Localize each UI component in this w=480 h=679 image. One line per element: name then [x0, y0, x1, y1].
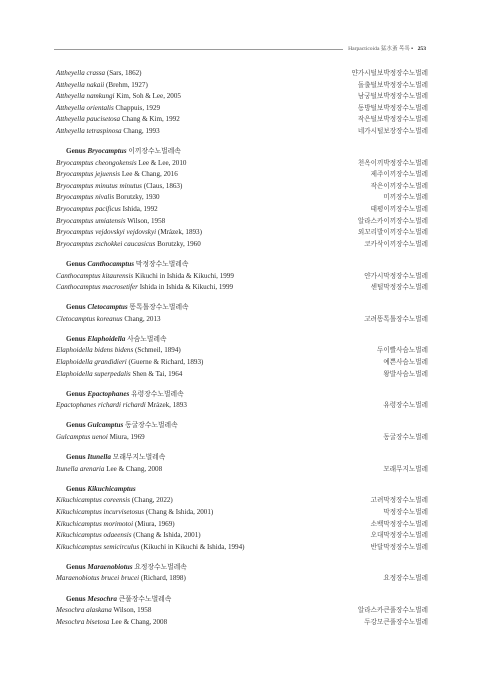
species-entry: [56, 530, 201, 542]
species-name: Attheyella tetraspinosa: [56, 126, 122, 135]
korean-name: 반달막정장수노벌레: [370, 543, 428, 551]
korean-name: 고려막정장수노벌레: [370, 497, 428, 505]
species-name: Bryocamptus pacificus: [56, 205, 121, 214]
genus-name: Canthocamptus: [87, 259, 135, 268]
species-author: Lee & Lee, 2010: [138, 158, 187, 167]
species-entry: [56, 495, 173, 507]
species-entry: [56, 464, 162, 476]
korean-name: 미끼장수노벌레: [383, 194, 428, 202]
korean-name: 코카삭이끼장수노벌레: [364, 240, 428, 248]
species-entry: [56, 314, 161, 326]
genus-name: Kikuchicamptus: [87, 484, 136, 493]
species-name: Attheyella orientalis: [56, 103, 114, 112]
korean-name: 막정장수노벌레: [383, 509, 428, 516]
species-name: Bryocamptus cheongokensis: [56, 158, 137, 167]
species-name: Attheyella crassa: [56, 69, 106, 77]
genus-label: Genus: [66, 453, 86, 462]
korean-name: 알라스카이끼장수노벌레: [357, 217, 428, 225]
genus-name: Cletocamptus: [87, 303, 128, 312]
korean-name: 동방털보박정장수노벌레: [357, 104, 428, 112]
species-name: Kikuchicamptus semicirculus: [56, 542, 140, 551]
species-author: Mrázek, 1893: [147, 401, 187, 410]
species-name: Canthocamptus kitaurensis: [56, 271, 134, 280]
korean-name: 태평이끼장수노벌레: [370, 206, 428, 214]
species-author: Wilson, 1958: [113, 606, 152, 615]
species-entry: [56, 507, 213, 519]
genus-label: Genus: [66, 303, 86, 312]
species-entry: [56, 400, 187, 412]
korean-name: 유령장수노벌레: [383, 402, 428, 410]
genus-label: Genus: [66, 334, 86, 343]
genus-heading: [56, 594, 428, 606]
species-row: [56, 192, 428, 204]
species-row: [56, 507, 428, 519]
species-author: Kim, Soh & Lee, 2005: [116, 92, 181, 101]
genus-heading: [56, 259, 428, 271]
species-entry: [56, 357, 203, 369]
genus-korean-name: 이끼장수노벌레속: [128, 148, 181, 156]
species-entry: [56, 227, 202, 239]
species-author: Wilson, 1958: [127, 216, 166, 225]
species-row: [56, 80, 428, 92]
species-author: (Schmeil, 1894): [135, 346, 181, 355]
species-name: Itunella arenaria: [56, 464, 105, 473]
korean-name: 제주이끼장수노벌레: [370, 171, 428, 179]
species-entry: [56, 271, 234, 283]
species-entry: [56, 114, 180, 126]
species-name: Bryocamptus umiatensis: [56, 216, 126, 225]
species-name: Kikuchicamptus coreensis: [56, 496, 131, 505]
species-entry: [56, 432, 145, 444]
species-entry: [56, 169, 178, 181]
korean-name: 얀가시막정장수노벌레: [364, 272, 428, 280]
species-author: Chang & Kim, 1992: [121, 115, 180, 124]
species-entry: [56, 605, 151, 617]
species-entry: [56, 617, 167, 629]
species-entry: [56, 91, 181, 103]
species-author: (Sars, 1862): [106, 69, 142, 77]
species-entry: [56, 181, 182, 193]
species-name: Attheyella paucisetosa: [56, 115, 121, 124]
genus-korean-name: 큰풀장수노벌레속: [118, 595, 172, 603]
species-author: (Miura, 1969): [134, 519, 175, 528]
species-author: (Chang & Ishida, 2001): [145, 508, 214, 516]
species-entry: [56, 239, 201, 251]
running-header: [54, 44, 426, 56]
genus-name: Mesochra: [87, 594, 117, 603]
species-entry: [56, 216, 165, 228]
species-name: Bryocamptus nivalis: [56, 193, 115, 202]
genus-label: Genus: [66, 259, 86, 268]
korean-name: 남궁털보박정장수노벌레: [357, 93, 428, 101]
species-name: Attheyella nakaii: [56, 80, 105, 89]
species-author: (Chang & Ishida, 2001): [133, 531, 201, 540]
species-row: [56, 605, 428, 617]
species-row: [56, 204, 428, 216]
species-author: (Kikuchi in Kikuchi & Ishida, 1994): [140, 542, 245, 551]
species-entry: [56, 68, 142, 80]
species-row: [56, 345, 428, 357]
korean-name: 모래무지노벌레: [383, 465, 428, 473]
species-name: Bryocamptus zschokkei caucasicus: [56, 239, 156, 248]
species-row: [56, 216, 428, 228]
genus-heading: [56, 562, 428, 574]
species-author: (Chang, 2022): [131, 496, 173, 505]
genus-korean-name: 모래무지노벌레속: [112, 454, 166, 462]
genus-korean-name: 유령장수노벌레속: [131, 390, 184, 398]
genus-name: Elaphoidella: [87, 334, 126, 343]
genus-heading: [56, 146, 428, 158]
genus-label: Genus: [66, 562, 86, 571]
species-row: [56, 519, 428, 531]
species-entry: [56, 103, 160, 115]
genus-label: Genus: [66, 484, 86, 493]
species-name: Maraenobiotus brucei brucei: [56, 574, 140, 583]
species-author: Lee & Chang, 2008: [111, 617, 168, 626]
genus-label: Genus: [66, 389, 86, 398]
korean-name: 작은털보박정장수노벌레: [357, 116, 428, 124]
species-row: [56, 357, 428, 369]
genus-name: Bryocamptus: [87, 147, 127, 156]
species-author: (Brehm, 1927): [106, 80, 148, 89]
species-entry: [56, 126, 160, 138]
species-row: [56, 282, 428, 294]
species-row: [56, 239, 428, 251]
species-author: Chappuis, 1929: [115, 103, 161, 112]
species-author: Chang, 2013: [124, 314, 161, 323]
genus-name: Itunella: [87, 453, 111, 462]
species-name: Attheyella namkungi: [56, 92, 115, 101]
genus-heading: [56, 420, 428, 432]
genus-heading: [56, 389, 428, 401]
species-row: [56, 158, 428, 170]
species-name: Kikuchicamptus incurvisetosus: [56, 508, 145, 516]
species-entry: [56, 519, 175, 531]
species-author: (Mrázek, 1893): [157, 228, 202, 237]
species-entry: [56, 80, 148, 92]
species-name: Elaphoidella bidens bidens: [56, 346, 134, 355]
species-name: Elaphoidella superpedalis: [56, 369, 131, 378]
korean-name: 고려똥톡톨장수노벌레: [364, 315, 428, 323]
species-author: Borutzky, 1960: [157, 239, 201, 248]
genus-label: Genus: [66, 147, 86, 156]
korean-name: 동굴장수노벌레: [383, 434, 428, 442]
running-title: Harpacticoida 猛水蚤 목록: [348, 46, 410, 52]
genus-name: Maraenobiotus: [87, 562, 133, 571]
species-author: Lee & Chang, 2016: [121, 170, 178, 179]
species-entry: [56, 369, 182, 381]
species-name: Bryocamptus minutus minutus: [56, 181, 142, 190]
genus-korean-name: 요정장수노벌레속: [134, 563, 187, 571]
genus-label: Genus: [66, 594, 86, 603]
korean-name: 요정장수노벌레: [383, 575, 428, 583]
korean-name: 소백막정장수노벌레: [370, 520, 428, 528]
species-row: [56, 573, 428, 585]
species-name: Cletocamptus koreanus: [56, 314, 123, 323]
species-row: [56, 617, 428, 629]
page-number: 253: [417, 46, 426, 52]
genus-name: Gulcamptus: [87, 421, 124, 430]
species-entry: [56, 282, 233, 294]
genus-name: Epactophanes: [87, 389, 130, 398]
korean-name: 천옥이끼박정장수노벌레: [357, 159, 428, 167]
species-row: [56, 400, 428, 412]
species-entry: [56, 204, 158, 216]
species-author: Miura, 1969: [109, 433, 145, 442]
species-name: Bryocamptus vejdovskyi vejdovskyi: [56, 228, 157, 237]
species-author: Borutzky, 1930: [115, 193, 160, 202]
species-name: Bryocamptus jejuensis: [56, 170, 121, 179]
korean-name: 외꼬리발이끼장수노벌레: [357, 229, 428, 237]
genus-korean-name: 사슴노벌레속: [127, 335, 167, 343]
genus-korean-name: 막정장수노벌레속: [135, 260, 189, 268]
species-row: [56, 495, 428, 507]
species-row: [56, 68, 428, 80]
korean-name: 알라스카큰풀장수노벌레: [357, 607, 428, 615]
korean-name: 얀가시털보박정장수노벌레: [351, 70, 428, 77]
species-row: [56, 103, 428, 115]
species-entry: [56, 542, 245, 554]
korean-name: 네가시털보장장수노벌레: [357, 127, 428, 135]
species-row: [56, 169, 428, 181]
genus-heading: [56, 302, 428, 314]
species-row: [56, 314, 428, 326]
species-row: [56, 227, 428, 239]
species-row: [56, 91, 428, 103]
korean-name: 두이빨사슴노벌레: [377, 347, 428, 355]
genus-korean-name: 똥톡톨장수노벌레속: [129, 304, 189, 312]
korean-name: 돌출털보박정장수노벌레: [357, 81, 428, 89]
species-row: [56, 432, 428, 444]
species-author: Shen & Tai, 1964: [132, 369, 183, 378]
korean-name: 왕발사슴노벌레: [383, 370, 428, 378]
species-author: Ishida, 1992: [122, 205, 158, 214]
species-list: [56, 68, 428, 628]
genus-heading: [56, 452, 428, 464]
genus-korean-name: 동굴장수노벌레속: [125, 422, 178, 430]
species-name: Gulcamptus uenoi: [56, 433, 108, 442]
species-row: [56, 271, 428, 283]
korean-name: 작은이끼장수노벌레: [370, 182, 428, 190]
species-author: Chang, 1993: [123, 126, 160, 135]
species-name: Mesochra bisetosa: [56, 617, 110, 626]
species-name: Kikuchicamptus odaeensis: [56, 531, 132, 540]
species-row: [56, 530, 428, 542]
species-entry: [56, 158, 186, 170]
korean-name: 오대막정장수노벌레: [370, 532, 428, 540]
species-entry: [56, 573, 186, 585]
genus-label: Genus: [66, 421, 86, 430]
species-entry: [56, 345, 181, 357]
species-row: [56, 542, 428, 554]
header-label: Harpacticoida 猛水蚤 목록 ▪ 253: [343, 44, 426, 54]
korean-name: 두강모큰풀장수노벌레: [364, 618, 428, 626]
species-author: Kikuchi in Ishida & Kikuchi, 1999: [134, 271, 234, 280]
species-row: [56, 114, 428, 126]
korean-name: 예쁜사슴노벌레: [383, 359, 428, 367]
species-row: [56, 126, 428, 138]
species-author: (Claus, 1863): [143, 181, 183, 190]
species-entry: [56, 192, 160, 204]
species-name: Mesochra alaskana: [56, 606, 112, 615]
species-name: Elaphoidella grandidieri: [56, 358, 127, 367]
species-author: (Richard, 1898): [140, 574, 186, 583]
genus-heading: [56, 334, 428, 346]
korean-name: 센털막정장수노벌레: [370, 284, 428, 292]
species-name: Canthocamptus macrosetifer: [56, 283, 138, 292]
species-author: Lee & Chang, 2008: [106, 464, 163, 473]
species-name: Epactophanes richardi richardi: [56, 401, 146, 410]
species-row: [56, 369, 428, 381]
genus-heading: [56, 484, 428, 496]
species-author: (Guerne & Richard, 1893): [128, 358, 204, 367]
species-author: Ishida in Ishida & Kikuchi, 1999: [139, 283, 234, 292]
species-row: [56, 181, 428, 193]
species-row: [56, 464, 428, 476]
species-name: Kikuchicamptus morimotoi: [56, 519, 134, 528]
